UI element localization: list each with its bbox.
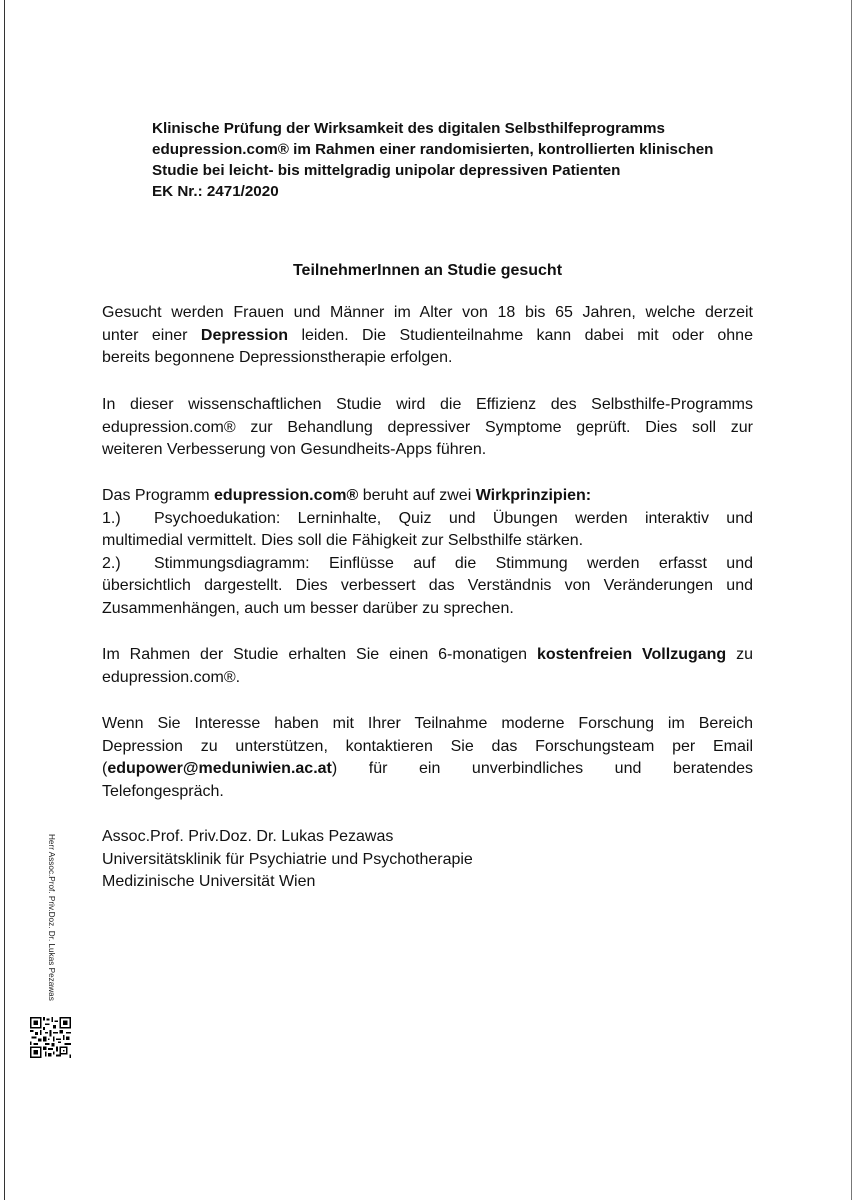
text-line: Zusammenhängen, auch um besser darüber zu sprechen. bbox=[102, 599, 514, 617]
signatory-name: Assoc.Prof. Priv.Doz. Dr. Lukas Pezawas bbox=[102, 828, 394, 845]
text-line: (edupower@meduniwien.ac.at) für ein unverbindliches und beratendes bbox=[102, 760, 753, 777]
text-line: edupression.com®. bbox=[102, 668, 241, 686]
vertical-signature-note: Herr Assoc.Prof. Priv.Doz. Dr. Lukas Pezawas bbox=[47, 834, 56, 1001]
text-line: Telefongespräch. bbox=[102, 782, 224, 800]
list-number: 1.) bbox=[102, 509, 121, 527]
emphasis-free-access: kostenfreien Vollzugang bbox=[537, 646, 727, 663]
text-line: Im Rahmen der Studie erhalten Sie einen 6-monatigen kostenfreien Vollzugang zu bbox=[102, 646, 753, 663]
text-line: Depression zu unterstützen, kontaktieren Sie das Forschungsteam per Email bbox=[102, 737, 753, 755]
paragraph-program-principles bbox=[102, 485, 753, 620]
text-line: übersichtlich dargestellt. Dies verbessert das Verständnis von Veränderungen und bbox=[102, 577, 753, 594]
text-line: Gesucht werden Frauen und Männer im Alter von 18 bis 65 Jahren, welche derzeit bbox=[102, 304, 753, 321]
text-line: unter einer Depression leiden. Die Studienteilnahme kann dabei mit oder ohne bbox=[102, 326, 753, 344]
emphasis-depression: Depression bbox=[200, 326, 289, 344]
text-line: weiteren Verbesserung von Gesundheits-Apps führen. bbox=[102, 441, 487, 458]
signature-block bbox=[102, 826, 473, 894]
emphasis-program: edupression.com® bbox=[214, 487, 359, 504]
text-line: Wenn Sie Interesse haben mit Ihrer Teilnahme moderne Forschung im Bereich bbox=[102, 715, 753, 732]
study-title-line: edupression.com® im Rahmen einer randomisierten, kontrollierten klinischen bbox=[152, 141, 714, 158]
paragraph-contact bbox=[102, 713, 753, 803]
text-line: In dieser wissenschaftlichen Studie wird die Effizienz des Selbsthilfe-Programms bbox=[102, 396, 753, 413]
signatory-university: Medizinische Universität Wien bbox=[102, 873, 316, 890]
page-heading: TeilnehmerInnen an Studie gesucht bbox=[292, 262, 563, 279]
study-title-block bbox=[152, 118, 812, 202]
paragraph-free-access bbox=[102, 644, 753, 689]
text-line: bereits begonnene Depressionstherapie erfolgen. bbox=[102, 349, 453, 366]
text-line: edupression.com® zur Behandlung depressiver Symptome geprüft. Dies soll zur bbox=[102, 418, 753, 436]
text-line: Das Programm edupression.com® beruht auf zwei Wirkprinzipien: bbox=[102, 487, 592, 504]
signatory-clinic: Universitätsklinik für Psychiatrie und Psychotherapie bbox=[102, 850, 473, 868]
contact-email-link[interactable]: edupower@meduniwien.ac.at bbox=[107, 760, 332, 777]
paragraph-participants bbox=[102, 302, 753, 370]
ethics-number: EK Nr.: 2471/2020 bbox=[152, 183, 279, 200]
list-item: 2.) Stimmungsdiagramm: Einflüsse auf die Stimmung werden erfasst und bbox=[102, 553, 753, 576]
study-title-line: Studie bei leicht- bis mittelgradig unipolar depressiven Patienten bbox=[152, 162, 621, 179]
qr-code-icon bbox=[30, 1017, 71, 1058]
list-number: 2.) bbox=[102, 554, 121, 572]
paragraph-study-purpose bbox=[102, 394, 753, 462]
text-line: multimedial vermittelt. Dies soll die Fähigkeit zur Selbsthilfe stärken. bbox=[102, 532, 584, 549]
list-item: 1.) Psychoedukation: Lerninhalte, Quiz und Übungen werden interaktiv und bbox=[102, 508, 753, 531]
emphasis-principles: Wirkprinzipien: bbox=[475, 487, 592, 504]
page-edge-left bbox=[4, 0, 5, 1200]
study-title-line: Klinische Prüfung der Wirksamkeit des digitalen Selbsthilfeprogramms bbox=[152, 120, 665, 137]
page-edge-right bbox=[851, 0, 852, 1200]
